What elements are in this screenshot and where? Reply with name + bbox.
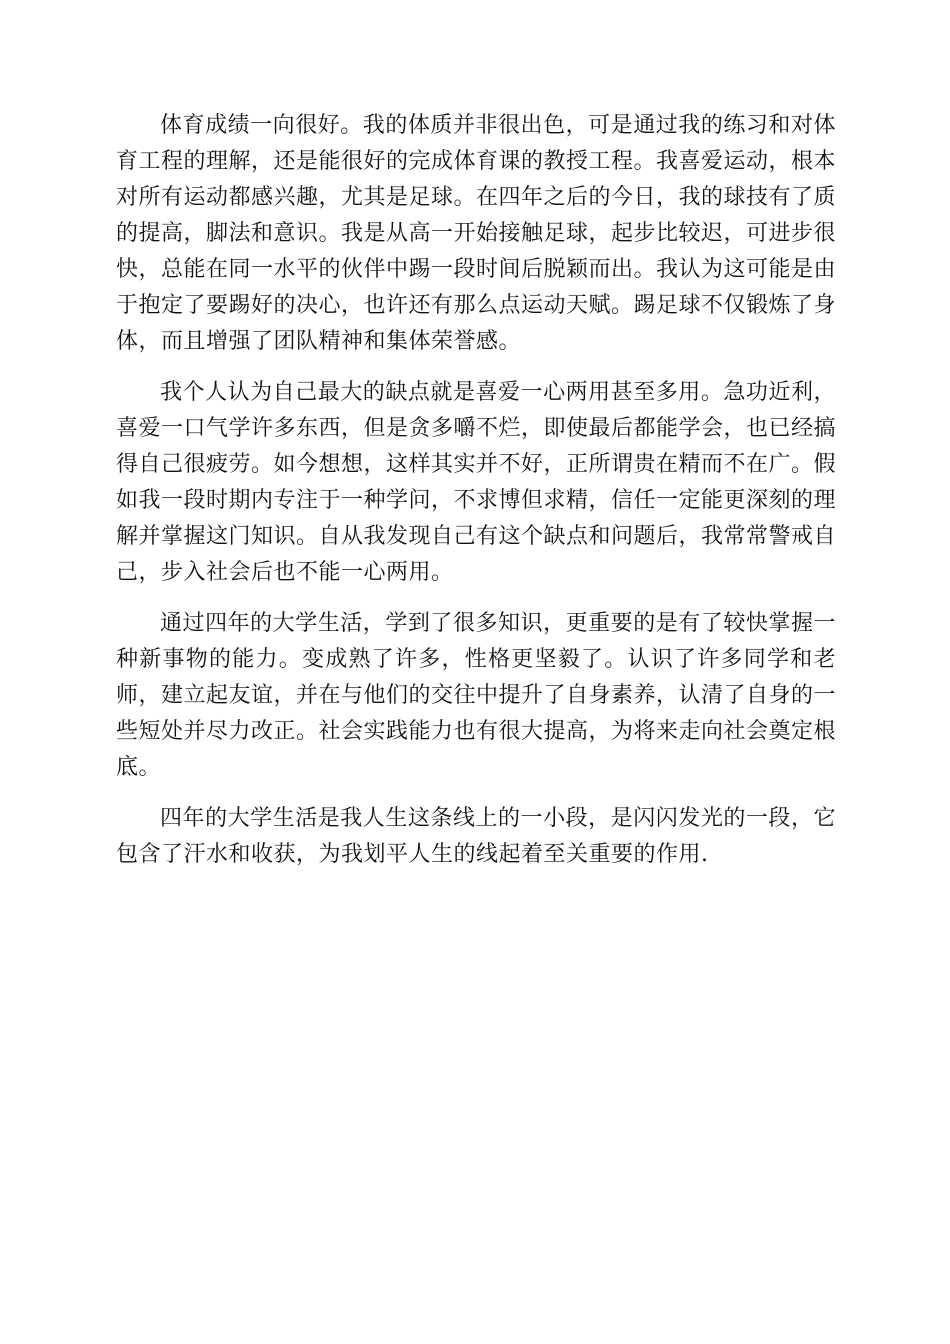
paragraph-sports: 体育成绩一向很好。我的体质并非很出色，可是通过我的练习和对体育工程的理解，还是能很好的完成体育课的教授工程。我喜爱运动，根本对所有运动都感兴趣，尤其是足球。在四年之后的今日，我的球技有了质的提高，脚法和意识。我是从高一开始接触足球，起步比较迟，可进步很快，总能在同一水平的伙伴中踢一段时间后脱颖而出。我认为这可能是由于抱定了要踢好的决心，也许还有那么点运动天赋。踢足球不仅锻炼了身体，而且增强了团队精神和集体荣誉感。 (116, 113, 837, 354)
document-body (116, 108, 836, 888)
paragraph-weakness: 我个人认为自己最大的缺点就是喜爱一心两用甚至多用。急功近利，喜爱一口气学许多东西，但是贪多嚼不烂，即使最后都能学会，也已经搞得自己很疲劳。如今想想，这样其实并不好，正所谓贵在精而不在广。假如我一段时期内专注于一种学问，不求博但求精，信任一定能更深刻的理解并掌握这门知识。自从我发现自己有这个缺点和问题后，我常常警戒自己，步入社会后也不能一心两用。 (116, 380, 837, 585)
paragraph-growth: 通过四年的大学生活，学到了很多知识，更重要的是有了较快掌握一种新事物的能力。变成熟了许多，性格更坚毅了。认识了许多同学和老师，建立起友谊，并在与他们的交往中提升了自身素养，认清了自身的一些短处并尽力改正。社会实践能力也有很大提高，为将来走向社会奠定根底。 (116, 611, 837, 780)
paragraph-conclusion: 四年的大学生活是我人生这条线上的一小段，是闪闪发光的一段，它包含了汗水和收获，为我划平人生的线起着至关重要的作用. (116, 806, 836, 867)
